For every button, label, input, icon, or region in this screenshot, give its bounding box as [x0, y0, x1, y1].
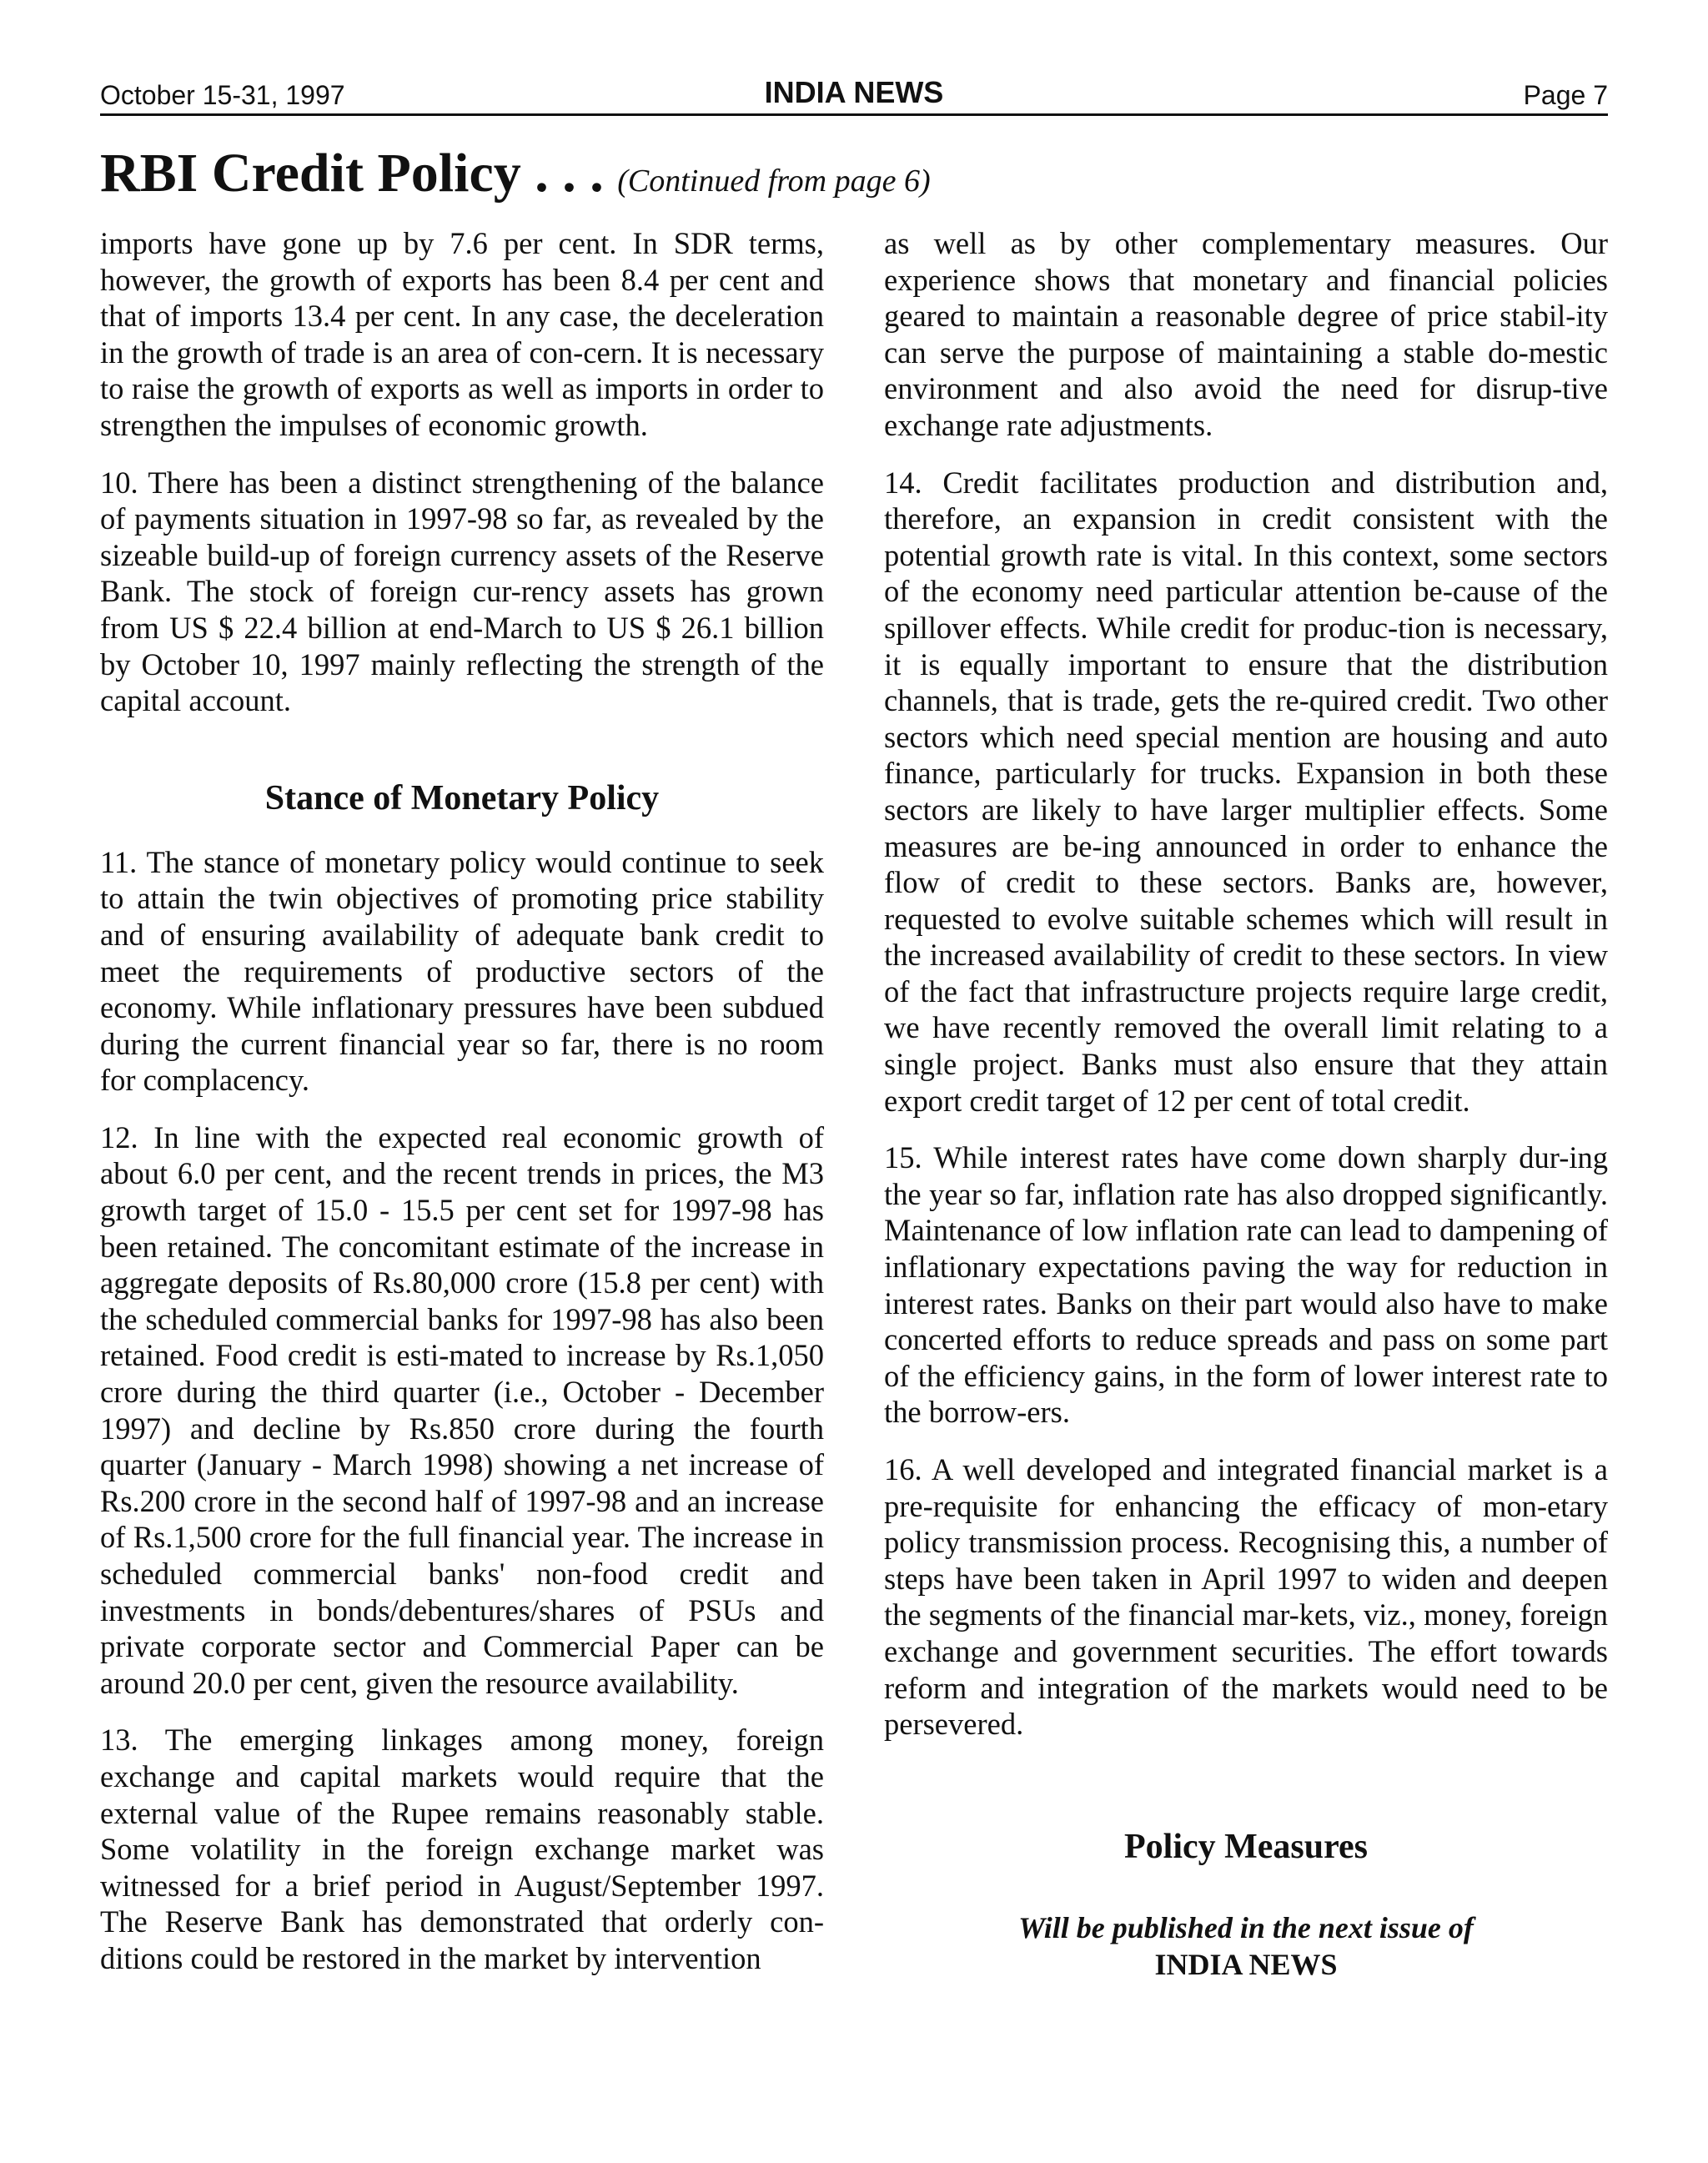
next-issue-note	[884, 1909, 1608, 1983]
issue-date: October 15-31, 1997	[100, 80, 345, 110]
paragraph-13-cont: as well as by other complementary measures. Our experience shows that monetary and financial policies geared to maintain a reasonable degree of price stabil-ity can serve the purpose of maintaining a stable do-mestic environment and also avoid the need for disrup-tive exchange rate adjustments.	[884, 226, 1608, 442]
paragraph-14: 14. Credit facilitates production and distribution and, therefore, an expansion in credit consistent with the potential growth rate is vital. In this context, some sectors of the economy need particular attention be-cause of the spillover effects. While credit for produc-tion is necessary, it is equally important to ensure that the distribution channels, that is trade, gets the re-quired credit. Two other sectors which need special mention are housing and auto finance, particularly for trucks. Expansion in both these sectors are likely to have larger multiplier effects. Some measures are be-ing announced in order to enhance the flow of credit to these sectors. Banks are, however, requested to evolve suitable schemes which will result in the increased availability of credit to these sectors. In view of the fact that infrastructure projects require large credit, we have recently removed the overall limit relating to a single project. Banks must also ensure that they attain export credit target of 12 per cent of total credit.	[884, 465, 1608, 1118]
left-column	[100, 225, 824, 1977]
paragraph-15: 15. While interest rates have come down sharply dur-ing the year so far, inflation rate has also dropped significantly. Maintenance of low inflation rate can lead to dampening of inflationary expectations paving the way for reduction in interest rates. Banks on their part would also have to make concerted efforts to reduce spreads and pass on some part of the efficiency gains, in the form of lower interest rate to the borrow-ers.	[884, 1140, 1608, 1430]
right-column	[884, 225, 1608, 1983]
paragraph-16: 16. A well developed and integrated financial market is a pre-requisite for enhancing the efficacy of mon-etary policy transmission process. Recognising this, a number of steps have been taken in April 1997 to widen and deepen the segments of the financial mar-kets, viz., money, foreign exchange and government securities. The effort towards reform and integration of the markets would need to be persevered.	[884, 1452, 1608, 1742]
section-heading-stance: Stance of Monetary Policy	[264, 778, 660, 817]
page-header	[100, 75, 1608, 116]
publication-name: INDIA NEWS	[764, 75, 944, 109]
paragraph-13: 13. The emerging linkages among money, foreign exchange and capital markets would require that the external value of the Rupee remains reasonably stable. Some volatility in the foreign exchange market was witnessed for a brief period in August/September 1997. The Reserve Bank has demonstrated that orderly con-ditions could be restored in the market by intervention	[100, 1723, 824, 1975]
next-issue-publication: INDIA NEWS	[1154, 1947, 1338, 1981]
continued-note: (Continued from page 6)	[617, 163, 931, 199]
article-title-text: RBI Credit Policy . . .	[100, 143, 604, 204]
section-heading-policy-measures: Policy Measures	[1124, 1827, 1368, 1866]
next-issue-line: Will be published in the next issue of	[1018, 1910, 1474, 1944]
article-title	[100, 143, 931, 204]
paragraph-9-cont: imports have gone up by 7.6 per cent. In SDR terms, however, the growth of exports has been 8.4 per cent and that of imports 13.4 per cent. In any case, the deceleration in the growth of trade is an area of con-cern. It is necessary to raise the growth of exports as well as imports in order to strengthen the impulses of economic growth.	[100, 226, 824, 442]
page-number: Page 7	[1523, 80, 1608, 110]
paragraph-11: 11. The stance of monetary policy would continue to seek to attain the twin objectives of promoting price stability and of ensuring availability of adequate bank credit to meet the requirements of productive sectors of the economy. While inflationary pressures have been subdued during the current financial year so far, there is no room for complacency.	[100, 844, 824, 1098]
paragraph-10: 10. There has been a distinct strengthening of the balance of payments situation in 1997-98 so far, as revealed by the sizeable build-up of foreign currency assets of the Reserve Bank. The stock of foreign cur-rency assets has grown from US $ 22.4 billion at end-March to US $ 26.1 billion by October 10, 1997 mainly reflecting the strength of the capital account.	[100, 465, 824, 718]
paragraph-12: 12. In line with the expected real economic growth of about 6.0 per cent, and the recent trends in prices, the M3 growth target of 15.0 - 15.5 per cent set for 1997-98 has been retained. The concomitant estimate of the increase in aggregate deposits of Rs.80,000 crore (15.8 per cent) with the scheduled commercial banks for 1997-98 has also been retained. Food credit is esti-mated to increase by Rs.1,050 crore during the third quarter (i.e., October - December 1997) and decline by Rs.850 crore during the fourth quarter (January - March 1998) showing a net increase of Rs.200 crore in the second half of 1997-98 and an increase of Rs.1,500 crore for the full financial year. The increase in scheduled commercial banks' non-food credit and investments in bonds/debentures/shares of PSUs and private corporate sector and Commercial Paper can be around 20.0 per cent, given the resource availability.	[100, 1119, 824, 1700]
